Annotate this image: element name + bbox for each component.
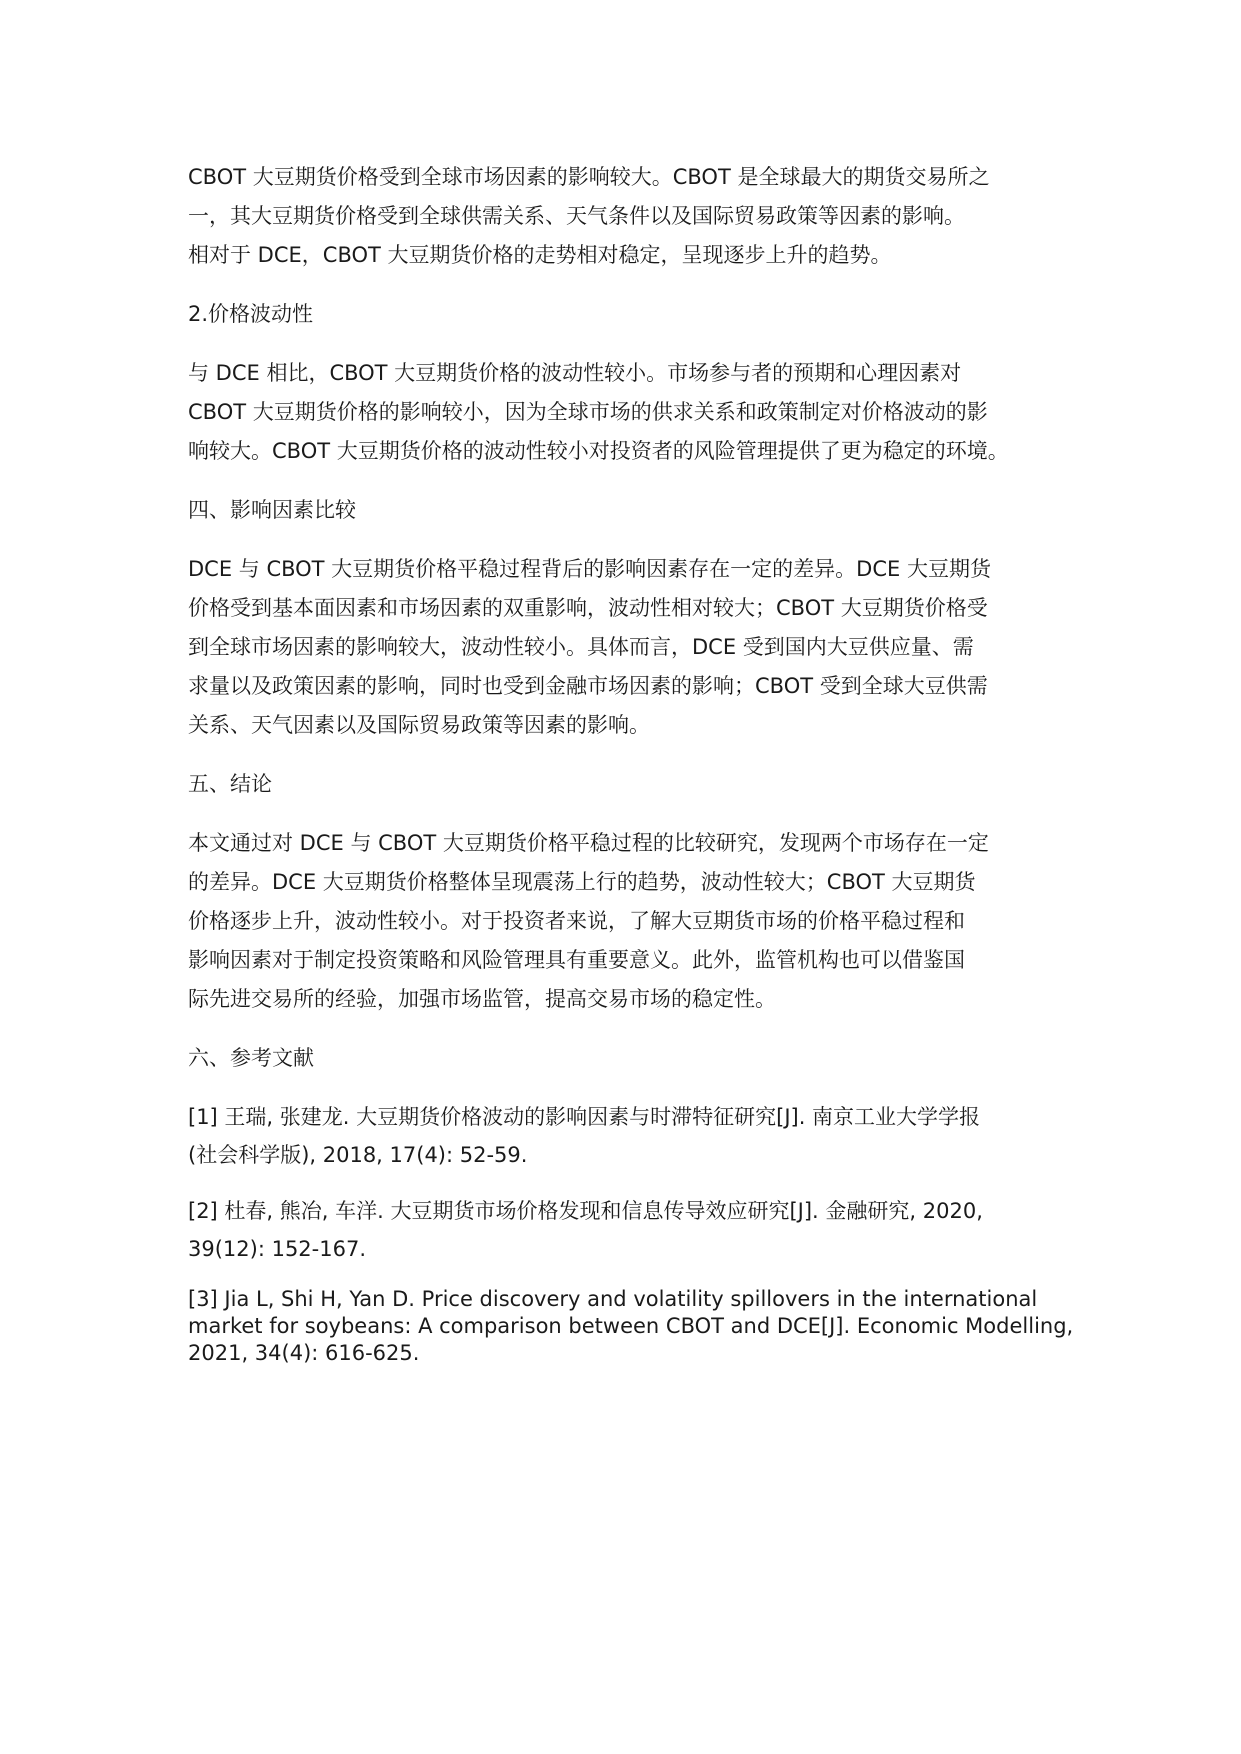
text-line: 影响因素对于制定投资策略和风险管理具有重要意义。此外，监管机构也可以借鉴国 xyxy=(188,948,965,972)
section-heading-volatility: 2.价格波动性 xyxy=(188,302,314,326)
reference-item-3 xyxy=(188,1286,1074,1367)
text-line: 39(12): 152-167. xyxy=(188,1237,366,1261)
text-line: 价格受到基本面因素和市场因素的双重影响，波动性相对较大；CBOT 大豆期货价格受 xyxy=(188,596,988,620)
paragraph-cbot-trend xyxy=(188,158,1063,275)
paragraph-conclusion xyxy=(188,824,1063,1019)
text-line: 相对于 DCE，CBOT 大豆期货价格的走势相对稳定，呈现逐步上升的趋势。 xyxy=(188,243,892,267)
text-line: 一，其大豆期货价格受到全球供需关系、天气条件以及国际贸易政策等因素的影响。 xyxy=(188,204,965,228)
paragraph-factors xyxy=(188,550,1063,745)
text-line: 到全球市场因素的影响较大，波动性较小。具体而言，DCE 受到国内大豆供应量、需 xyxy=(188,635,974,659)
text-line: 本文通过对 DCE 与 CBOT 大豆期货价格平稳过程的比较研究，发现两个市场存在一定 xyxy=(188,831,989,855)
text-line: 响较大。CBOT 大豆期货价格的波动性较小对投资者的风险管理提供了更为稳定的环境。 xyxy=(188,439,1009,463)
section-heading-factors: 四、影响因素比较 xyxy=(188,498,356,522)
text-line: CBOT 大豆期货价格的影响较小，因为全球市场的供求关系和政策制定对价格波动的影 xyxy=(188,400,988,424)
reference-item-2 xyxy=(188,1192,1063,1268)
section-heading-references: 六、参考文献 xyxy=(188,1046,314,1070)
text-line: (社会科学版), 2018, 17(4): 52-59. xyxy=(188,1143,528,1167)
section-heading-conclusion: 五、结论 xyxy=(188,772,272,796)
text-line: 2021, 34(4): 616-625. xyxy=(188,1341,420,1365)
text-line: 价格逐步上升，波动性较小。对于投资者来说，了解大豆期货市场的价格平稳过程和 xyxy=(188,909,965,933)
text-line: DCE 与 CBOT 大豆期货价格平稳过程背后的影响因素存在一定的差异。DCE 大豆期货 xyxy=(188,557,991,581)
text-line: 关系、天气因素以及国际贸易政策等因素的影响。 xyxy=(188,713,650,737)
document-page xyxy=(188,158,1074,1367)
text-line: [3] Jia L, Shi H, Yan D. Price discovery and volatility spillovers in the international xyxy=(188,1287,1038,1311)
paragraph-cbot-volatility xyxy=(188,354,1063,471)
text-line: market for soybeans: A comparison between CBOT and DCE[J]. Economic Modelling, xyxy=(188,1314,1074,1338)
text-line: [2] 杜春, 熊冶, 车洋. 大豆期货市场价格发现和信息传导效应研究[J]. 金融研究, 2020, xyxy=(188,1199,983,1223)
text-line: 的差异。DCE 大豆期货价格整体呈现震荡上行的趋势，波动性较大；CBOT 大豆期货 xyxy=(188,870,976,894)
text-line: 际先进交易所的经验，加强市场监管，提高交易市场的稳定性。 xyxy=(188,987,776,1011)
text-line: 与 DCE 相比，CBOT 大豆期货价格的波动性较小。市场参与者的预期和心理因素对 xyxy=(188,361,962,385)
text-line: 求量以及政策因素的影响，同时也受到金融市场因素的影响；CBOT 受到全球大豆供需 xyxy=(188,674,988,698)
text-line: [1] 王瑞, 张建龙. 大豆期货价格波动的影响因素与时滞特征研究[J]. 南京工业大学学报 xyxy=(188,1105,981,1129)
reference-item-1 xyxy=(188,1098,1063,1174)
text-line: CBOT 大豆期货价格受到全球市场因素的影响较大。CBOT 是全球最大的期货交易所之 xyxy=(188,165,990,189)
